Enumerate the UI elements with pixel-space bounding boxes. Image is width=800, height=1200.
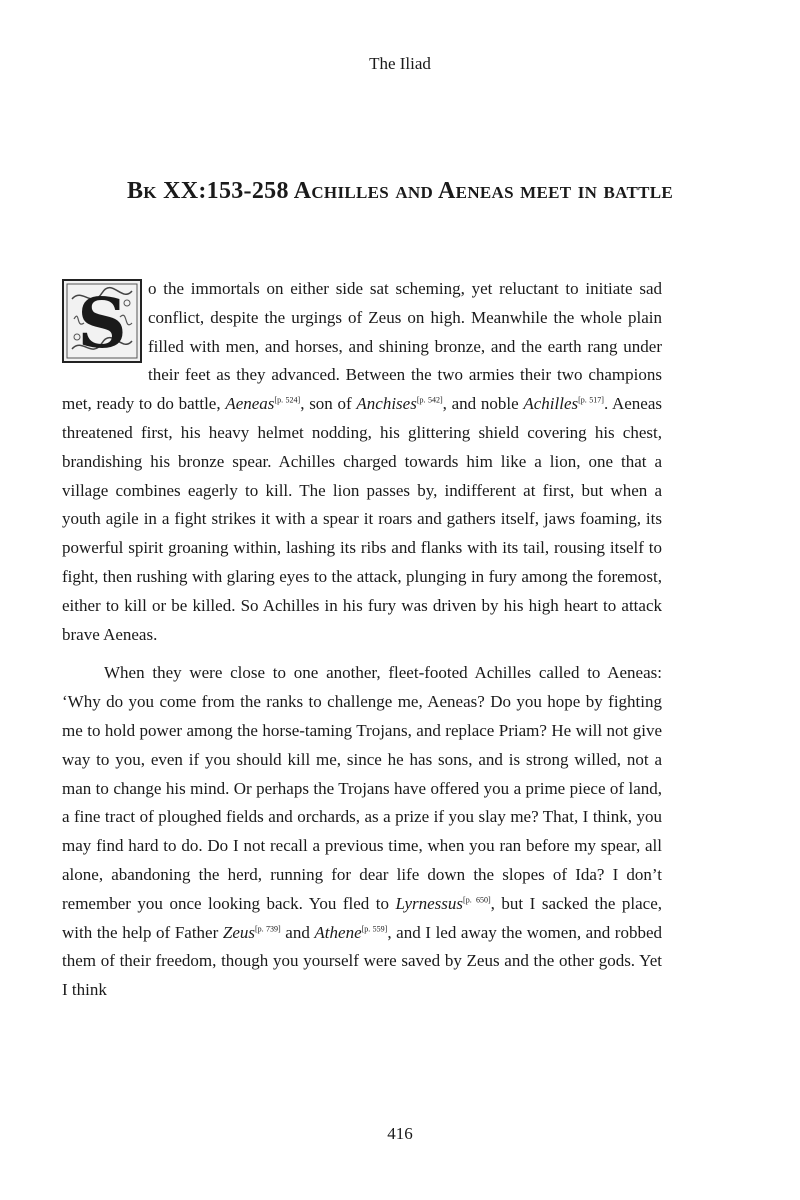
page-ref: [p. 559] [361, 923, 388, 933]
paragraph-2: When they were close to one another, fleet-footed Achilles called to Aeneas: ‘Why do you come from the ranks to challenge me, Aeneas? Do you hope by fighting me to hold power among the horse-taming Trojans, and replace Priam? He will not give way to you, even if you should kill me, since he has sons, and is strong willed, not a man to change his mind. Or perhaps the Trojans have offered you a prime piece of land, a fine tract of ploughed fields and orchards, as a prize if you slay me? That, I think, you may find hard to do. Do I not recall a previous time, when you ran before my spear, all alone, abandoning the herd, running for dear life down the slopes of Ida? I don’t remember you once looking back. You fled to Lyrnessus[p. 650], but I sacked the place, with the help of Father Zeus[p. 739] and Athene[p. 559], and I led away the women, and robbed them of their freedom, though you yourself were saved by Zeus and the other gods. Yet I think [62, 663, 663, 1000]
page-ref: [p. 650] [463, 895, 491, 905]
name-achilles: Achilles [523, 394, 579, 414]
paragraph-1: S o the immortals on either side sat scheming, yet reluctant to initiate sad conflict, despite the urgings of Zeus on high. Meanwhile the whole plain filled with men, and horses, and shining bronze, and the earth rang under their feet as they advanced. Between the two armies their two champions met, ready to do battle, Aeneas[p. 524], son of Anchises[p. 542], and noble Achilles[p. 517]. Aeneas threatened first, his heavy helmet nodding, his glittering shield covering his chest, brandishing his bronze spear. Achilles charged towards him like a lion, one that a village combines eagerly to kill. The lion passes by, indifferent at first, but when a youth agile in a fight strikes it with a spear it roars and gathers itself, jaws foaming, its powerful spirit groaning within, lashing its ribs and flanks with its tail, rousing itself to fight, then rushing with glaring eyes to the attack, plunging in fury among the foremost, either to kill or be killed. So Achilles in his fury was driven by his high heart to attack brave Aeneas. [62, 279, 662, 644]
running-head: The Iliad [369, 54, 431, 73]
page-number: 416 [387, 1124, 413, 1143]
page-ref: [p. 542] [416, 395, 443, 405]
svg-text:S: S [77, 284, 127, 363]
name-athene: Athene [314, 922, 362, 942]
name-anchises: Anchises [356, 394, 417, 414]
drop-cap-letter-s [62, 279, 142, 363]
page-ref: [p. 524] [274, 395, 301, 405]
page-ref: [p. 739] [254, 923, 281, 933]
page-ref: [p. 517] [578, 395, 604, 405]
name-zeus: Zeus [222, 922, 255, 942]
name-lyrnessus: Lyrnessus [395, 893, 464, 913]
body-text [62, 275, 662, 1005]
name-aeneas: Aeneas [225, 394, 275, 414]
chapter-title: Bk XX:153-258 Achilles and Aeneas meet in battle [126, 178, 674, 204]
